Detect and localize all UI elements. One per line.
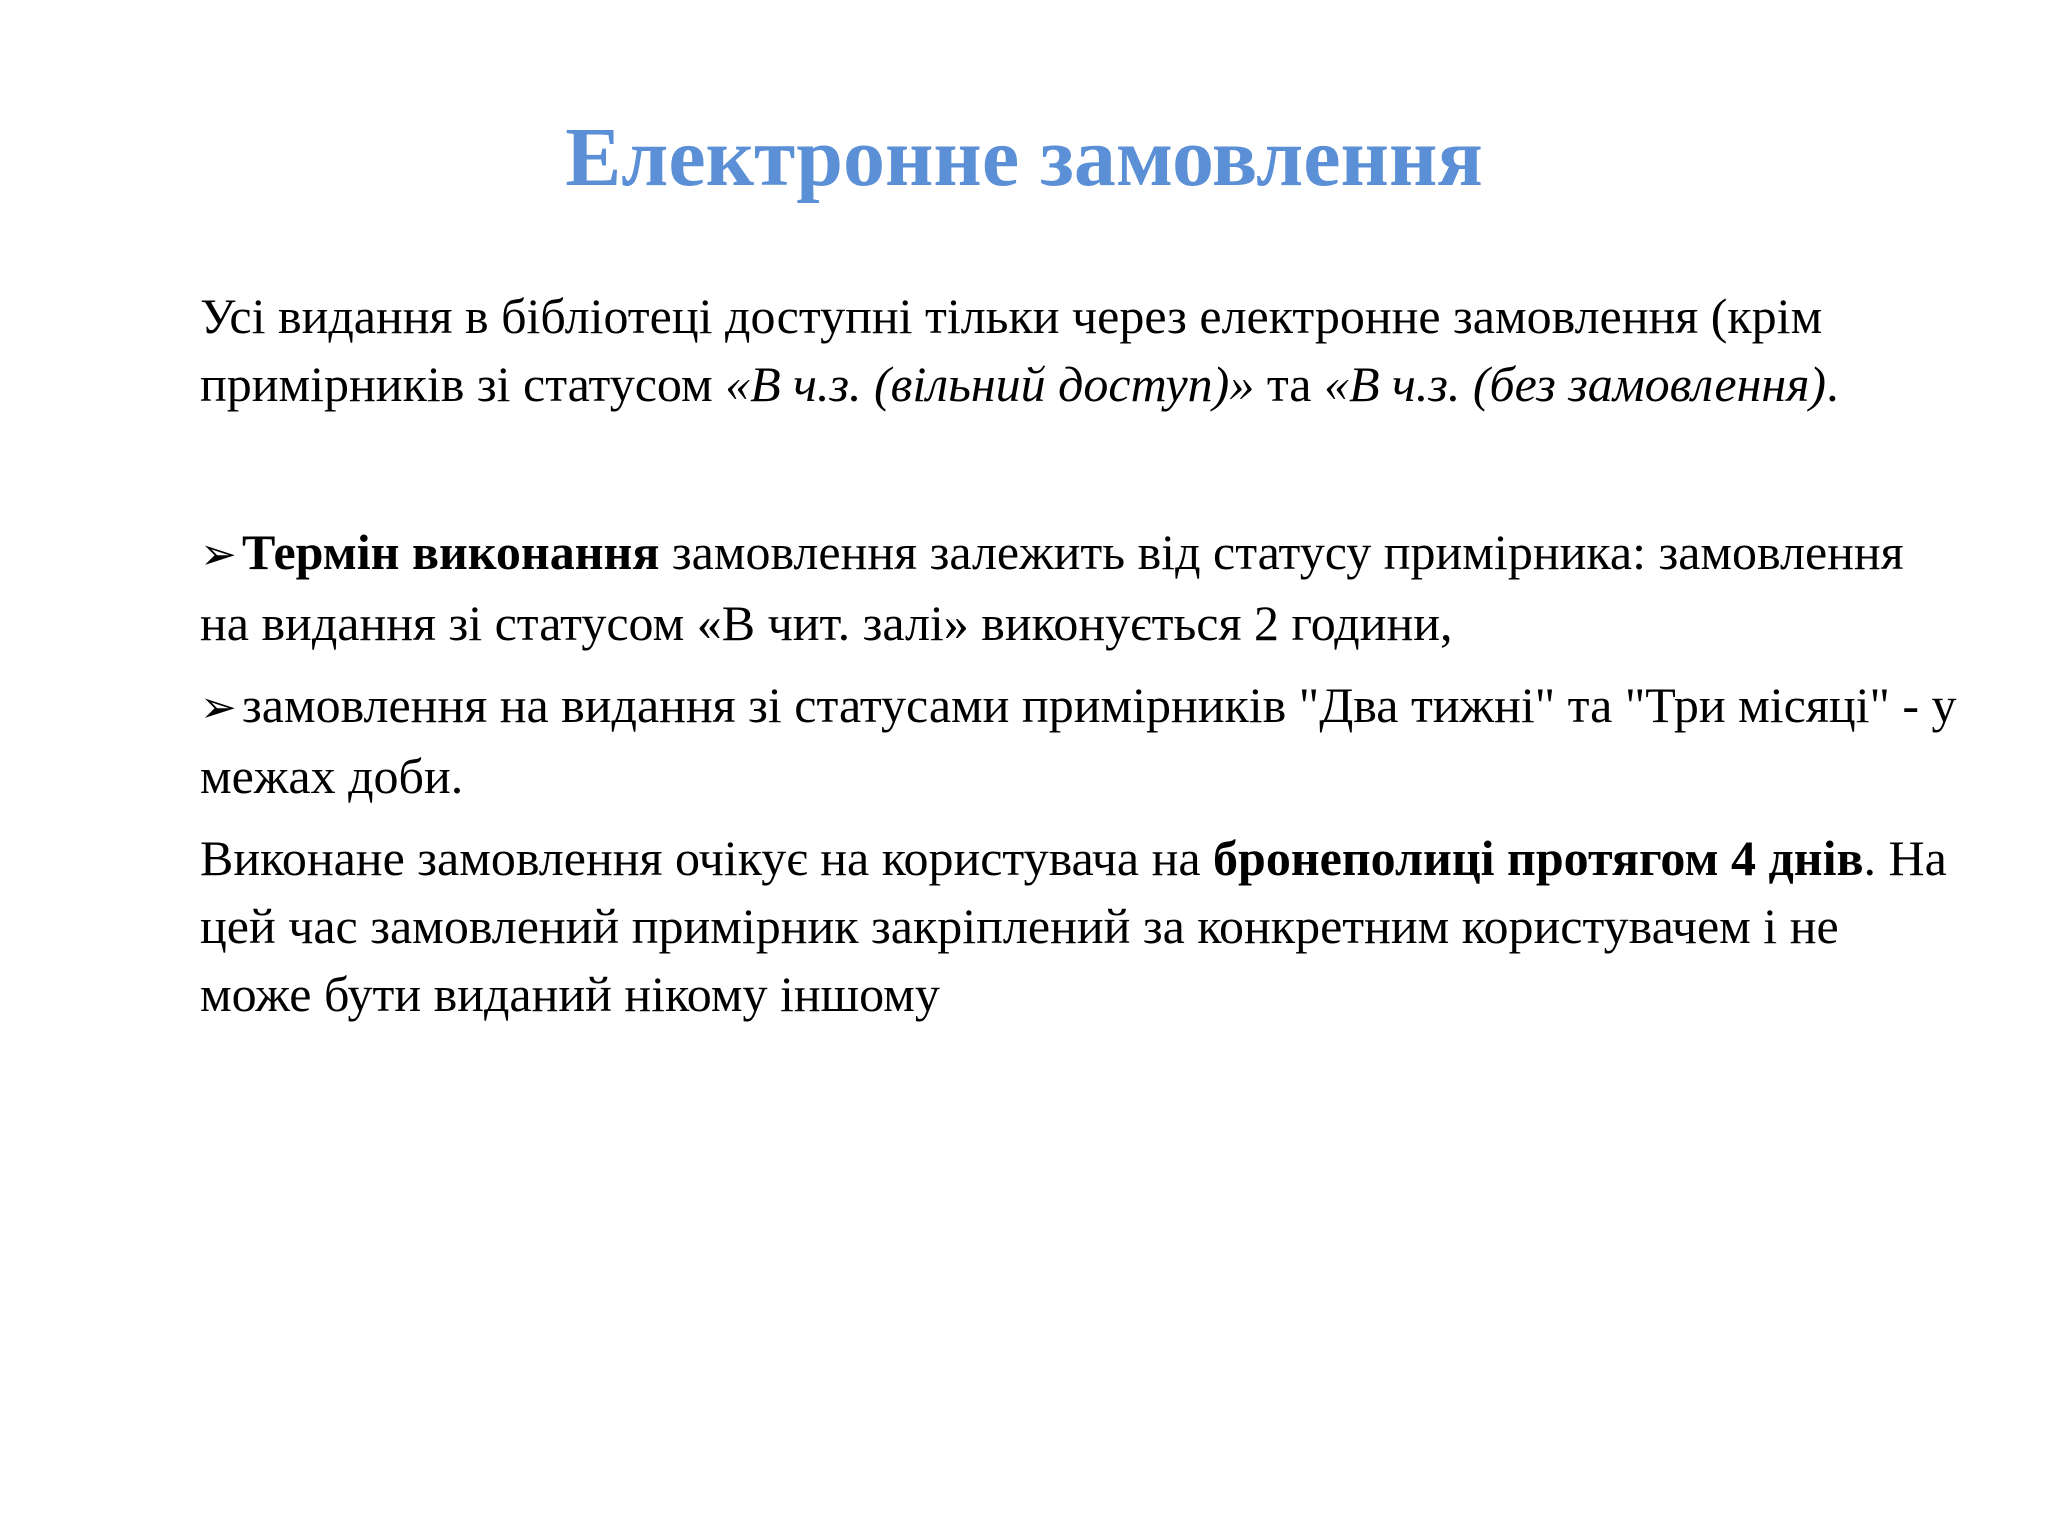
bullet-item-day: [200, 671, 1960, 810]
bullet-item-term: [200, 518, 1960, 657]
closing-text: Виконане замовлення очікує на користувача на: [200, 830, 1214, 886]
term-text: замовлення залежить від статусу примірника: замовлення на видання зі статусом «В чит. залі» виконується 2 години,: [200, 524, 1904, 651]
term-label: Термін виконання: [242, 524, 660, 580]
intro-connector: та: [1254, 356, 1324, 412]
reserve-shelf-label: бронеполиці протягом 4 днів: [1213, 830, 1864, 886]
day-text: замовлення на видання зі статусами примірників "Два тижні" та "Три місяці" - у межах доби.: [200, 677, 1957, 804]
closing-text-end: . На цей час замовлений примірник закріплений за конкретним користувачем і не може бути виданий нікому іншому: [200, 830, 1947, 1022]
status-no-order: «В ч.з. (без замовлення): [1323, 356, 1827, 412]
right-arrowhead-icon: ➢: [200, 682, 237, 733]
intro-paragraph: [200, 282, 1960, 418]
intro-text: Усі видання в бібліотеці доступні тільки через електронне замовлення (крім примірників зі статусом: [200, 288, 1823, 412]
slide-body: [200, 282, 1960, 1028]
right-arrowhead-icon: ➢: [200, 529, 237, 580]
closing-paragraph: [200, 824, 1960, 1028]
status-free-access: «В ч.з. (вільний доступ)»: [725, 356, 1255, 412]
slide-title: Електронне замовлення: [565, 111, 1483, 204]
intro-end: .: [1826, 356, 1839, 412]
